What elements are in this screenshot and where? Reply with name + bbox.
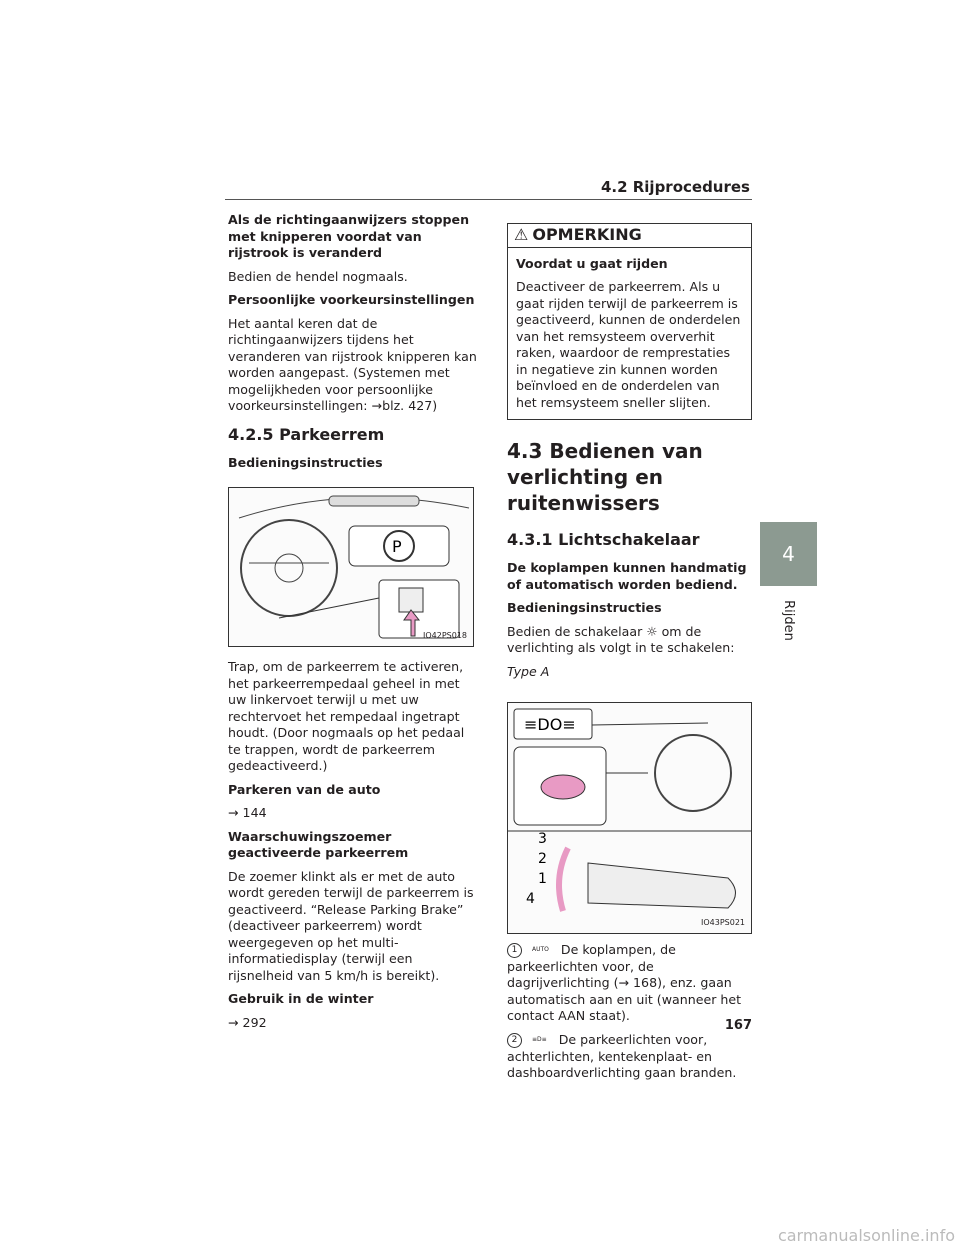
watermark: carmanualsonline.info	[777, 1226, 955, 1245]
paragraph-personal-settings: Het aantal keren dat de richtingaanwijzers tijdens het veranderen van rijstrook knipperen kan worden aangepast. (Systemen met mogelijkheden voor persoonlijke voorkeursinstellingen: →blz. 427)	[228, 315, 477, 413]
right-column	[507, 223, 752, 1089]
page-number: 167	[724, 1018, 752, 1033]
subheading-instructions: Bedieningsinstructies	[228, 454, 383, 470]
paragraph-operate-switch-end: om de verlichting als volgt in te schakelen:	[507, 623, 735, 655]
list-item-auto	[507, 942, 752, 1025]
figure-code-2: IO43PS021	[700, 917, 745, 927]
figure-code: IO42PS018	[422, 630, 467, 640]
light-switch-illustration	[508, 703, 751, 933]
chapter-tab: 4	[760, 522, 817, 586]
item-number-1: 1	[507, 943, 522, 958]
subheading-instructions-2: Bedieningsinstructies	[507, 600, 662, 615]
reference-winter: → 292	[228, 1014, 267, 1030]
auto-icon: AUTO	[532, 946, 549, 954]
label-1: 1	[538, 871, 547, 887]
item-text-parking-lights: De parkeerlichten voor, achterlichten, kentekenplaat- en dashboardverlichting gaan branden.	[507, 1031, 737, 1080]
paragraph-operate-again: Bedien de hendel nogmaals.	[228, 268, 408, 284]
notice-box	[507, 223, 752, 420]
chapter-heading: 4.3 Bedienen van verlichting en ruitenwissers	[507, 439, 703, 515]
subheading-lane-change: Als de richtingaanwijzers stoppen met knipperen voordat van rijstrook is veranderd	[228, 212, 470, 260]
parking-brake-illustration	[229, 488, 473, 646]
svg-text:≡DO≡: ≡DO≡	[524, 715, 576, 734]
chapter-side-label-text: Rijden	[781, 599, 796, 641]
warning-icon: ⚠	[514, 225, 529, 244]
paragraph-operate-switch	[507, 624, 752, 657]
section-heading-parking-brake: 4.2.5 Parkeerrem	[228, 424, 385, 444]
item-number-2: 2	[507, 1033, 522, 1048]
label-3: 3	[538, 831, 547, 847]
subheading-winter: Gebruik in de winter	[228, 991, 374, 1006]
paragraph-operate-switch-start: Bedien de schakelaar	[507, 623, 643, 639]
section-heading-light-switch: 4.3.1 Lichtschakelaar	[507, 530, 700, 549]
label-2: 2	[538, 851, 547, 867]
subheading-warning-buzzer: Waarschuwingszoemer geactiveerde parkeerrem	[228, 828, 409, 860]
item-text-auto: De koplampen, de parkeerlichten voor, de dagrijverlichting (→ 168), enz. gaan automatisch aan en uit (wanneer het contact AAN staat).	[507, 942, 742, 1024]
light-icon: ☼	[646, 623, 662, 639]
parking-light-icon: ≡D≡	[532, 1036, 547, 1043]
subheading-manual-auto: De koplampen kunnen handmatig of automatisch worden bediend.	[507, 560, 747, 592]
paragraph-warning-buzzer: De zoemer klinkt als er met de auto wordt gereden terwijl de parkeerrem is geactiveerd. “Release Parking Brake” (deactiveer parkeerrem) wordt weergegeven op het multi-informatiedisplay (terwijl een rijsnelheid van 5 km/h is bereikt).	[228, 868, 474, 983]
reference-parking: → 144	[228, 805, 267, 820]
chapter-side-label	[760, 590, 817, 650]
notice-subheading: Voordat u gaat rijden	[516, 255, 668, 271]
left-column	[228, 212, 478, 1038]
list-item-parking-lights	[507, 1032, 752, 1082]
subheading-parking: Parkeren van de auto	[228, 781, 381, 797]
type-label: Type A	[507, 663, 550, 679]
light-switch-figure	[507, 702, 752, 934]
subheading-personal-settings: Persoonlijke voorkeursinstellingen	[228, 292, 475, 307]
notice-text: Deactiveer de parkeerrem. Als u gaat rijden terwijl de parkeerrem is geactiveerd, kunnen de onderdelen van het remsysteem oververhit raken, waardoor de remprestaties in negatieve zin kunnen worden beïnvloed en de onderdelen van het remsysteem sneller slijten.	[516, 279, 741, 410]
notice-header	[508, 224, 751, 248]
label-4: 4	[526, 891, 535, 907]
running-header: 4.2 Rijprocedures	[600, 178, 750, 196]
svg-text:P: P	[392, 537, 402, 556]
parking-brake-figure	[228, 487, 474, 647]
paragraph-activate-brake: Trap, om de parkeerrem te activeren, het parkeerrempedaal geheel in met uw linkervoet terwijl u met uw rechtervoet het rempedaal ingetrapt houdt. (Door nogmaals op het pedaal te trappen, wordt de parkeerrem gedeactiveerd.)	[228, 659, 465, 773]
header-rule	[225, 199, 752, 200]
notice-title: OPMERKING	[532, 225, 642, 244]
